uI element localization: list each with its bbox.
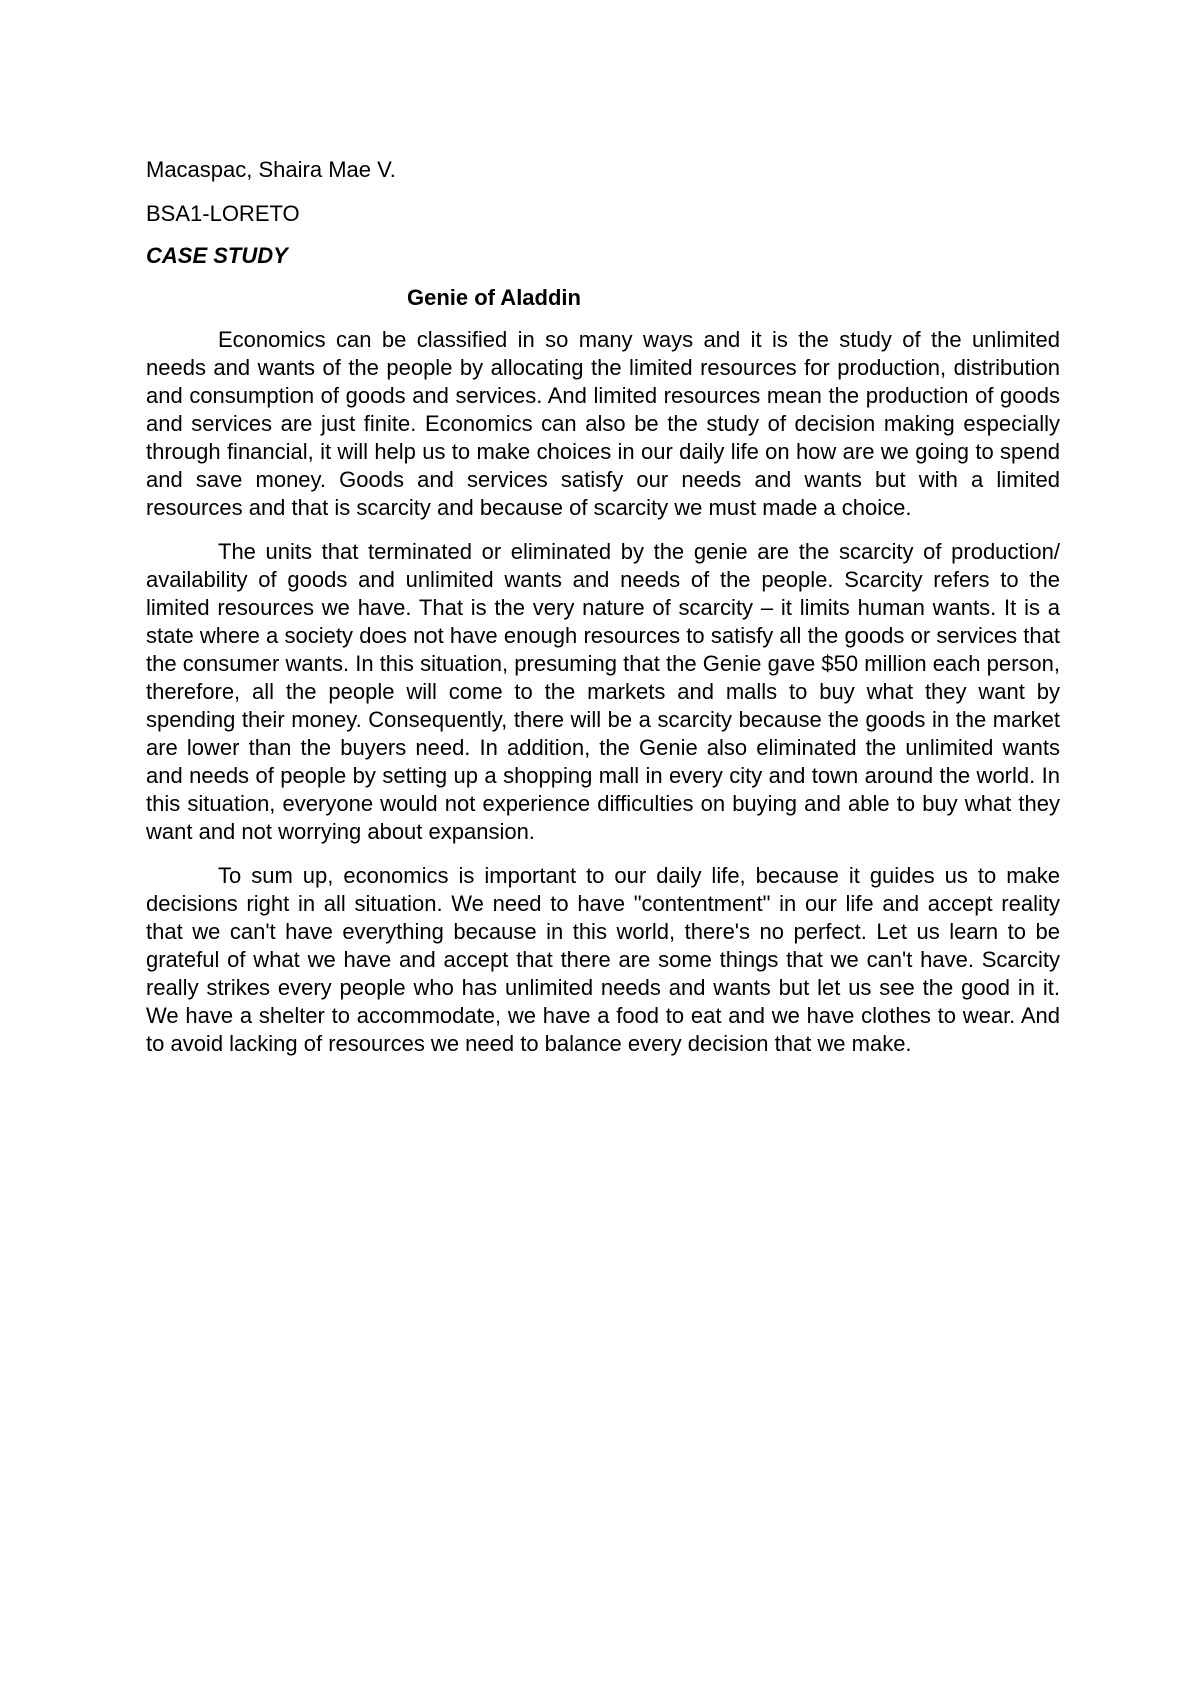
document-content	[146, 156, 1060, 1074]
paragraph-3: To sum up, economics is important to our daily life, because it guides us to make decisions right in all situation. We need to have "contentment" in our life and accept reality that we can't have everything because in this world, there's no perfect. Let us learn to be grateful of what we have and accept that there are some things that we can't have. Scarcity really strikes every people who has unlimited needs and wants but let us see the good in it. We have a shelter to accommodate, we have a food to eat and we have clothes to wear. And to avoid lacking of resources we need to balance every decision that we make.	[146, 863, 1060, 1056]
paragraph-1: Economics can be classified in so many ways and it is the study of the unlimited needs and wants of the people by allocating the limited resources for production, distribution and consumption of goods and services. And limited resources mean the production of goods and services are just finite. Economics can also be the study of decision making especially through financial, it will help us to make choices in our daily life on how are we going to spend and save money. Goods and services satisfy our needs and wants but with a limited resources and that is scarcity and because of scarcity we must made a choice.	[146, 327, 1060, 520]
section-name: BSA1-LORETO	[146, 201, 300, 226]
document-label: CASE STUDY	[146, 243, 288, 268]
author-name: Macaspac, Shaira Mae V.	[146, 157, 396, 182]
document-title: Genie of Aladdin	[407, 285, 581, 310]
paragraph-2: The units that terminated or eliminated by the genie are the scarcity of production/ availability of goods and unlimited wants and needs of the people. Scarcity refers to the limited resources we have. That is the very nature of scarcity – it limits human wants. It is a state where a society does not have enough resources to satisfy all the goods or services that the consumer wants. In this situation, presuming that the Genie gave $50 million each person, therefore, all the people will come to the markets and malls to buy what they want by spending their money. Consequently, there will be a scarcity because the goods in the market are lower than the buyers need. In addition, the Genie also eliminated the unlimited wants and needs of people by setting up a shopping mall in every city and town around the world. In this situation, everyone would not experience difficulties on buying and able to buy what they want and not worrying about expansion.	[146, 539, 1060, 844]
